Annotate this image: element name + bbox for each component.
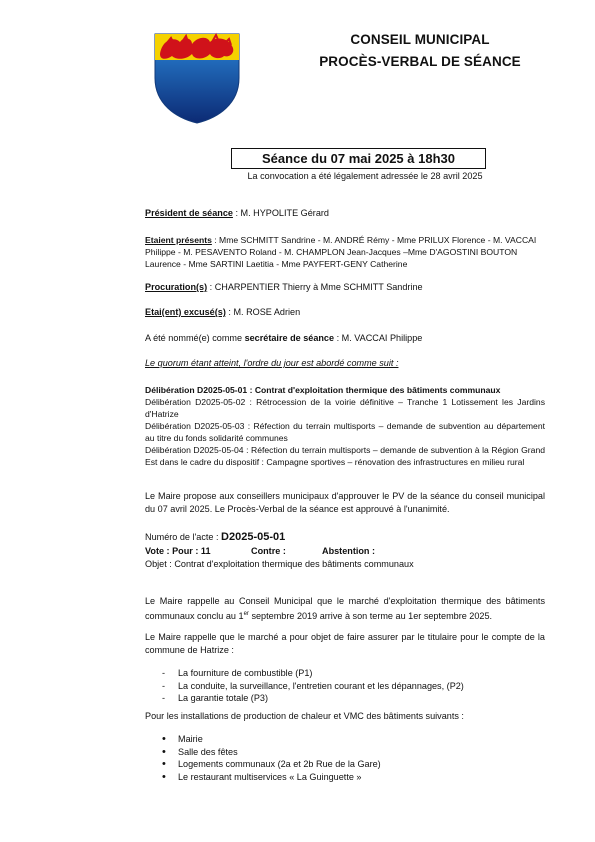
convocation-note: La convocation a été légalement adressée le 28 avril 2025 [247,171,483,181]
document-title: PROCÈS-VERBAL DE SÉANCE [319,54,521,69]
presents-label: Etaient présents [145,235,212,245]
objet-marche-paragraph: Le Maire rappelle que le marché a pour objet de faire assurer par le titulaire pour le compte de la commune de Hatrize : [145,632,545,655]
list-item: - La conduite, la surveillance, l'entretien courant et les dépannages, (P2) [160,680,545,693]
marche-text-part1: Le Maire rappelle au Conseil Municipal que le marché d'exploitation thermique des bâtiments communaux conclu au 1 [145,596,545,621]
secretaire-label: secrétaire de séance [244,333,335,343]
secretaire-value: : M. VACCAI Philippe [334,333,423,343]
list-item: • Salle des fêtes [160,746,545,759]
marche-paragraph [145,595,545,622]
president-line [145,207,545,220]
council-title: CONSEIL MUNICIPAL [350,32,490,47]
marche-text-sup: er [243,610,249,617]
procuration-label: Procuration(s) [145,282,208,292]
buildings-list [160,733,545,783]
secretaire-prefix: A été nommé(e) comme [145,333,245,343]
acte-objet: Objet : Contrat d'exploitation thermique des bâtiments communaux [145,559,414,569]
secretaire-line [145,332,545,345]
acte-number-value: D2025-05-01 [221,531,286,543]
vote-pour: Vote : Pour : 11 [145,546,211,556]
president-label: Président de séance [145,208,233,218]
prestations-list [160,667,545,705]
acte-number-label: Numéro de l'acte : [145,532,222,542]
presents-paragraph [145,234,545,270]
acte-number-line [145,531,545,544]
deliberation-item: Délibération D2025-05-02 : Rétrocession de la voirie définitive – Tranche 1 Lotissement les Jardins d'Hatrize [145,397,545,419]
procuration-value: : CHARPENTIER Thierry à Mme SCHMITT Sandrine [207,282,423,292]
seance-date: Séance du 07 mai 2025 à 18h30 [262,151,455,166]
deliberations-list [145,384,545,468]
excuses-label: Etai(ent) excusé(s) [145,307,226,317]
vote-abstention: Abstention : [322,546,376,556]
deliberation-item: Délibération D2025-05-04 : Réfection du terrain multisports – demande de subvention à la Région Grand Est dans le cadre du dispositif : Campagne sportives – rénovation des infrastructures en milieu rural [145,445,545,467]
coat-of-arms-icon [152,30,242,124]
seance-date-box [231,148,486,169]
pv-approval-paragraph: Le Maire propose aux conseillers municipaux d'approuver le PV de la séance du conseil municipal du 07 avril 2025. Le Procès-Verbal de la séance est approuvé à l'unanimité. [145,491,545,514]
president-value: : M. HYPOLITE Gérard [232,208,329,218]
installations-intro: Pour les installations de production de chaleur et VMC des bâtiments suivants : [145,711,464,721]
excuses-line [145,306,545,319]
deliberation-item: Délibération D2025-05-01 : Contrat d'exploitation thermique des bâtiments communaux [145,385,501,395]
presents-value: : Mme SCHMITT Sandrine - M. ANDRÉ Rémy - Mme PRILUX Florence - M. VACCAI Philippe - M. PESAVENTO Roland - M. CHAMPLON Jean-Jacques –Mme D'AGOSTINI BOUTON Laurence - Mme SARTINI Laetitia - Mme PAYFERT-GENY Catherine [145,235,537,269]
procuration-line [145,281,545,294]
quorum-line: Le quorum étant atteint, l'ordre du jour est abordé comme suit : [145,358,399,368]
list-item: • Logements communaux (2a et 2b Rue de la Gare) [160,758,545,771]
list-item: • Mairie [160,733,545,746]
marche-text-part2: septembre 2019 arrive à son terme au 1er septembre 2025. [248,610,493,621]
vote-contre: Contre : [251,546,286,556]
list-item: - La garantie totale (P3) [160,692,545,705]
deliberation-item: Délibération D2025-05-03 : Réfection du terrain multisports – demande de subvention au département au titre du fonds solidarité communes [145,421,545,443]
excuses-value: : M. ROSE Adrien [225,307,301,317]
list-item: - La fourniture de combustible (P1) [160,667,545,680]
list-item: • Le restaurant multiservices « La Guinguette » [160,771,545,784]
